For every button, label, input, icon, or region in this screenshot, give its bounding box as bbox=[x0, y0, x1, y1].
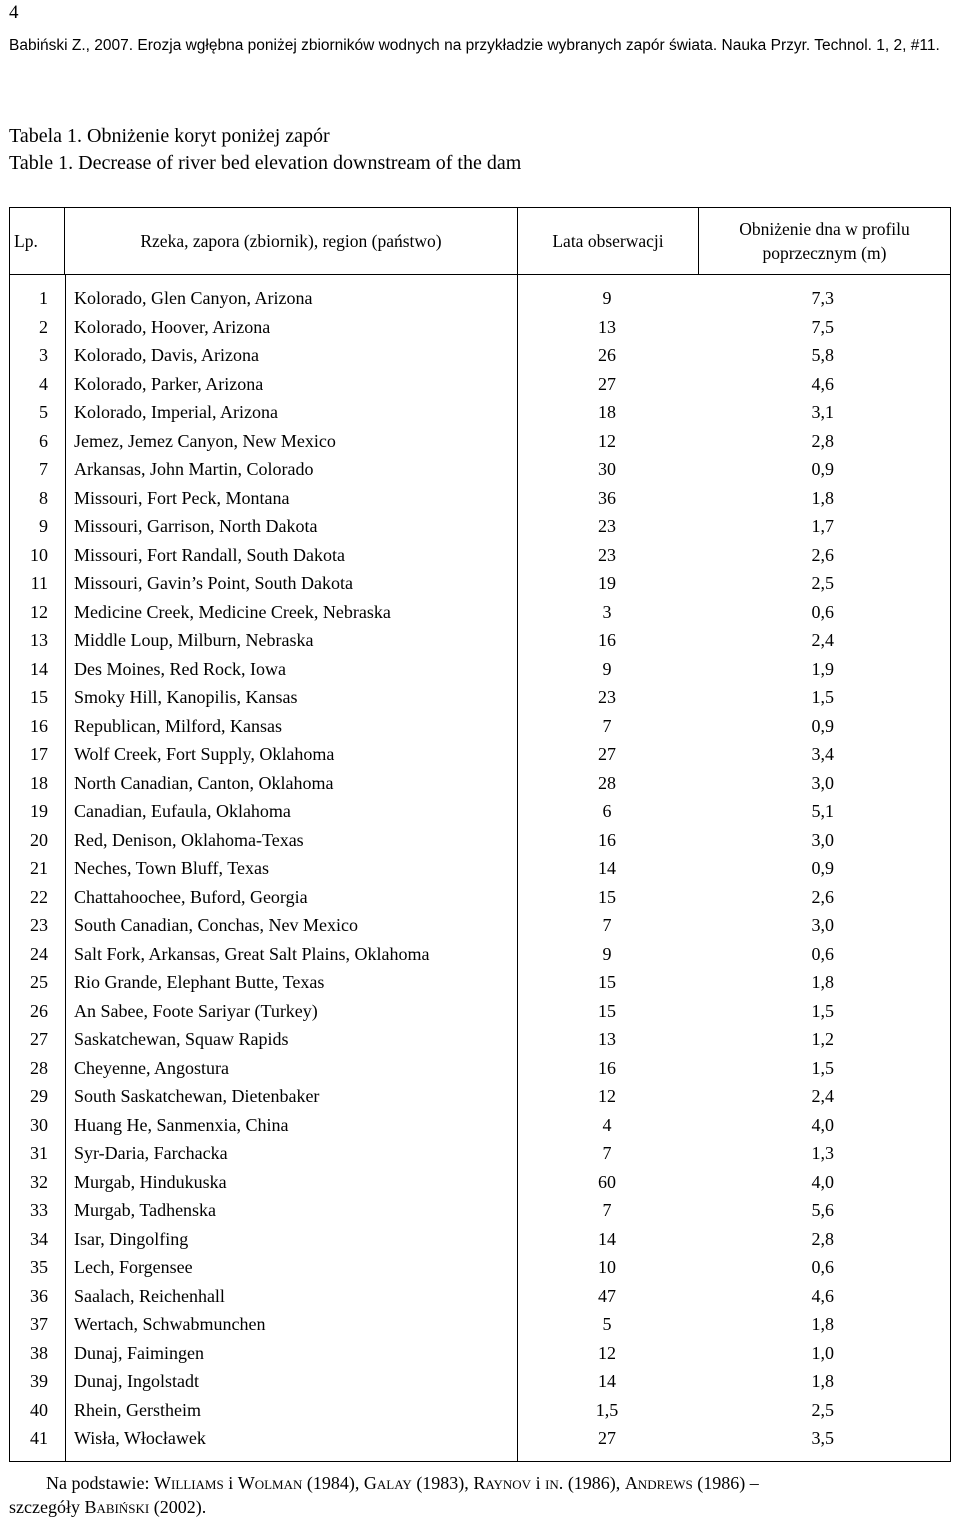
page-number: 4 bbox=[9, 2, 19, 23]
table-row bbox=[10, 740, 950, 769]
row-river: Neches, Town Bluff, Texas bbox=[74, 858, 269, 879]
table-row bbox=[10, 541, 950, 570]
row-river: Kolorado, Davis, Arizona bbox=[74, 345, 259, 366]
row-lp: 41 bbox=[30, 1428, 48, 1449]
header-river: Rzeka, zapora (zbiornik), region (państwo) bbox=[65, 208, 518, 274]
caption-polish: Tabela 1. Obniżenie koryt poniżej zapór bbox=[9, 125, 330, 147]
row-river: Wisła, Włocławek bbox=[74, 1428, 206, 1449]
row-river: South Canadian, Conchas, Nev Mexico bbox=[74, 915, 358, 936]
table-row bbox=[10, 569, 950, 598]
row-river: Jemez, Jemez Canyon, New Mexico bbox=[74, 430, 336, 451]
row-lp: 29 bbox=[30, 1086, 48, 1107]
header-lp: Lp. bbox=[10, 208, 65, 274]
row-years: 14 bbox=[598, 1371, 616, 1392]
row-decrease: 0,6 bbox=[811, 1257, 834, 1278]
table-row bbox=[10, 626, 950, 655]
citation: Babiński Z., 2007. Erozja wgłębna poniżej zbiorników wodnych na przykładzie wybranych zapór świata. Nauka Przyr. Technol. 1, 2, #11. bbox=[9, 37, 940, 54]
row-years: 16 bbox=[598, 829, 616, 850]
row-decrease: 2,8 bbox=[811, 1228, 834, 1249]
row-decrease: 4,6 bbox=[811, 1285, 834, 1306]
row-lp: 6 bbox=[39, 430, 48, 451]
row-river: Huang He, Sanmenxia, China bbox=[74, 1114, 289, 1135]
row-decrease: 0,9 bbox=[811, 715, 834, 736]
table-row bbox=[10, 854, 950, 883]
row-years: 5 bbox=[602, 1314, 612, 1335]
row-decrease: 0,9 bbox=[811, 858, 834, 879]
table-row bbox=[10, 427, 950, 456]
row-lp: 10 bbox=[30, 544, 48, 565]
table-row bbox=[10, 1111, 950, 1140]
row-years: 23 bbox=[598, 516, 616, 537]
row-river: Canadian, Eufaula, Oklahoma bbox=[74, 801, 291, 822]
table-row bbox=[10, 1054, 950, 1083]
row-lp: 1 bbox=[39, 288, 48, 309]
row-decrease: 1,0 bbox=[811, 1342, 834, 1363]
table-row bbox=[10, 484, 950, 513]
header-decrease-line2: poprzecznym (m) bbox=[762, 243, 887, 263]
row-decrease: 2,6 bbox=[811, 544, 834, 565]
row-years: 7 bbox=[602, 915, 612, 936]
table-body bbox=[10, 275, 950, 1461]
table-row bbox=[10, 1225, 950, 1254]
table-row bbox=[10, 940, 950, 969]
row-decrease: 3,5 bbox=[811, 1428, 834, 1449]
row-lp: 32 bbox=[30, 1171, 48, 1192]
row-lp: 5 bbox=[39, 402, 48, 423]
row-river: Missouri, Gavin’s Point, South Dakota bbox=[74, 573, 354, 594]
row-river: Dunaj, Faimingen bbox=[74, 1342, 204, 1363]
row-years: 12 bbox=[598, 430, 616, 451]
row-lp: 20 bbox=[30, 829, 48, 850]
row-decrease: 1,9 bbox=[811, 658, 834, 679]
row-years: 13 bbox=[598, 1029, 616, 1050]
row-river: Wolf Creek, Fort Supply, Oklahoma bbox=[74, 744, 335, 765]
row-years: 15 bbox=[598, 972, 616, 993]
row-lp: 36 bbox=[30, 1285, 48, 1306]
row-lp: 21 bbox=[30, 858, 48, 879]
row-river: Kolorado, Glen Canyon, Arizona bbox=[74, 288, 313, 309]
row-river: Murgab, Tadhenska bbox=[74, 1200, 217, 1221]
row-decrease: 1,8 bbox=[811, 487, 834, 508]
row-decrease: 7,3 bbox=[811, 288, 834, 309]
table-row bbox=[10, 1082, 950, 1111]
row-years: 12 bbox=[598, 1342, 616, 1363]
table-row bbox=[10, 655, 950, 684]
row-decrease: 2,6 bbox=[811, 886, 834, 907]
row-lp: 8 bbox=[39, 487, 48, 508]
row-decrease: 5,1 bbox=[811, 801, 834, 822]
row-river: Smoky Hill, Kanopilis, Kansas bbox=[74, 687, 298, 708]
header-decrease bbox=[699, 208, 950, 274]
row-lp: 16 bbox=[30, 715, 48, 736]
row-river: Chattahoochee, Buford, Georgia bbox=[74, 886, 308, 907]
row-lp: 33 bbox=[30, 1200, 48, 1221]
row-years: 19 bbox=[598, 573, 616, 594]
table-row bbox=[10, 1139, 950, 1168]
row-years: 14 bbox=[598, 858, 616, 879]
row-river: Isar, Dingolfing bbox=[74, 1228, 189, 1249]
row-decrease: 3,0 bbox=[811, 829, 834, 850]
row-years: 15 bbox=[598, 1000, 616, 1021]
row-decrease: 2,5 bbox=[811, 573, 834, 594]
row-decrease: 1,5 bbox=[811, 687, 834, 708]
row-river: Lech, Forgensee bbox=[74, 1257, 193, 1278]
row-river: North Canadian, Canton, Oklahoma bbox=[74, 772, 334, 793]
row-river: Saskatchewan, Squaw Rapids bbox=[74, 1029, 289, 1050]
row-decrease: 0,6 bbox=[811, 943, 834, 964]
dam-table bbox=[9, 207, 951, 1462]
row-lp: 2 bbox=[39, 316, 48, 337]
table-row bbox=[10, 968, 950, 997]
row-lp: 15 bbox=[30, 687, 48, 708]
table-row bbox=[10, 1168, 950, 1197]
row-lp: 37 bbox=[30, 1314, 48, 1335]
row-decrease: 0,6 bbox=[811, 601, 834, 622]
row-decrease: 4,0 bbox=[811, 1114, 834, 1135]
table-caption bbox=[9, 123, 521, 177]
row-decrease: 5,6 bbox=[811, 1200, 834, 1221]
row-years: 27 bbox=[598, 744, 616, 765]
row-lp: 19 bbox=[30, 801, 48, 822]
row-lp: 13 bbox=[30, 630, 48, 651]
row-river: Missouri, Fort Randall, South Dakota bbox=[74, 544, 345, 565]
row-river: Cheyenne, Angostura bbox=[74, 1057, 229, 1078]
row-decrease: 3,0 bbox=[811, 915, 834, 936]
table-row bbox=[10, 1396, 950, 1425]
row-decrease: 1,5 bbox=[811, 1000, 834, 1021]
row-river: Salt Fork, Arkansas, Great Salt Plains, Oklahoma bbox=[74, 943, 430, 964]
row-river: Kolorado, Parker, Arizona bbox=[74, 373, 264, 394]
row-river: Rhein, Gerstheim bbox=[74, 1399, 201, 1420]
row-years: 1,5 bbox=[595, 1399, 619, 1420]
footnote-line2: szczegóły Babiński (2002). bbox=[9, 1497, 207, 1517]
row-years: 47 bbox=[598, 1285, 616, 1306]
row-years: 15 bbox=[598, 886, 616, 907]
row-lp: 27 bbox=[30, 1029, 48, 1050]
table-row bbox=[10, 826, 950, 855]
table-row bbox=[10, 683, 950, 712]
row-river: Arkansas, John Martin, Colorado bbox=[74, 459, 314, 480]
table-row bbox=[10, 712, 950, 741]
row-lp: 28 bbox=[30, 1057, 48, 1078]
row-lp: 4 bbox=[39, 373, 48, 394]
row-decrease: 3,1 bbox=[811, 402, 834, 423]
row-years: 26 bbox=[598, 345, 616, 366]
row-decrease: 1,5 bbox=[811, 1057, 834, 1078]
row-decrease: 1,8 bbox=[811, 1371, 834, 1392]
table-row bbox=[10, 284, 950, 313]
row-lp: 7 bbox=[39, 459, 48, 480]
header-years: Lata obserwacji bbox=[518, 208, 699, 274]
row-decrease: 1,8 bbox=[811, 972, 834, 993]
table-row bbox=[10, 797, 950, 826]
header-decrease-line1: Obniżenie dna w profilu bbox=[739, 219, 910, 239]
row-decrease: 2,4 bbox=[811, 1086, 834, 1107]
footnote-line1: Na podstawie: Williams i Wolman (1984), Galay (1983), Raynov i in. (1986), Andrews (1986) – bbox=[46, 1473, 759, 1493]
row-river: Medicine Creek, Medicine Creek, Nebraska bbox=[74, 601, 391, 622]
row-lp: 40 bbox=[30, 1399, 48, 1420]
row-lp: 17 bbox=[30, 744, 48, 765]
row-years: 18 bbox=[598, 402, 616, 423]
table-row bbox=[10, 512, 950, 541]
row-river: Kolorado, Hoover, Arizona bbox=[74, 316, 271, 337]
row-river: Middle Loup, Milburn, Nebraska bbox=[74, 630, 314, 651]
row-decrease: 1,2 bbox=[811, 1029, 834, 1050]
row-years: 14 bbox=[598, 1228, 616, 1249]
caption-english: Table 1. Decrease of river bed elevation downstream of the dam bbox=[9, 152, 522, 174]
row-river: Dunaj, Ingolstadt bbox=[74, 1371, 199, 1392]
row-river: Republican, Milford, Kansas bbox=[74, 715, 282, 736]
row-years: 16 bbox=[598, 1057, 616, 1078]
row-decrease: 1,8 bbox=[811, 1314, 834, 1335]
table-row bbox=[10, 341, 950, 370]
row-river: Missouri, Fort Peck, Montana bbox=[74, 487, 290, 508]
table-row bbox=[10, 370, 950, 399]
row-years: 4 bbox=[602, 1114, 612, 1135]
row-lp: 38 bbox=[30, 1342, 48, 1363]
row-lp: 12 bbox=[30, 601, 48, 622]
row-years: 10 bbox=[598, 1257, 616, 1278]
row-lp: 30 bbox=[30, 1114, 48, 1135]
row-decrease: 5,8 bbox=[811, 345, 834, 366]
table-row bbox=[10, 997, 950, 1026]
table-row bbox=[10, 455, 950, 484]
row-lp: 22 bbox=[30, 886, 48, 907]
row-years: 9 bbox=[602, 658, 612, 679]
row-river: South Saskatchewan, Dietenbaker bbox=[74, 1086, 320, 1107]
row-years: 23 bbox=[598, 544, 616, 565]
table-row bbox=[10, 1424, 950, 1453]
row-lp: 11 bbox=[30, 573, 48, 594]
row-river: Des Moines, Red Rock, Iowa bbox=[74, 658, 286, 679]
row-river: An Sabee, Foote Sariyar (Turkey) bbox=[74, 1000, 318, 1021]
row-years: 60 bbox=[598, 1171, 616, 1192]
row-river: Saalach, Reichenhall bbox=[74, 1285, 225, 1306]
row-years: 9 bbox=[602, 288, 612, 309]
row-lp: 23 bbox=[30, 915, 48, 936]
row-river: Missouri, Garrison, North Dakota bbox=[74, 516, 318, 537]
row-lp: 25 bbox=[30, 972, 48, 993]
row-years: 12 bbox=[598, 1086, 616, 1107]
row-lp: 9 bbox=[39, 516, 48, 537]
table-row bbox=[10, 1253, 950, 1282]
table-row bbox=[10, 769, 950, 798]
table-row bbox=[10, 1282, 950, 1311]
row-lp: 24 bbox=[30, 943, 48, 964]
row-years: 30 bbox=[598, 459, 616, 480]
row-years: 9 bbox=[602, 943, 612, 964]
row-years: 36 bbox=[598, 487, 616, 508]
table-row bbox=[10, 398, 950, 427]
footnote bbox=[9, 1471, 951, 1519]
row-years: 7 bbox=[602, 1143, 612, 1164]
row-decrease: 3,0 bbox=[811, 772, 834, 793]
row-decrease: 4,0 bbox=[811, 1171, 834, 1192]
row-lp: 34 bbox=[30, 1228, 48, 1249]
table-row bbox=[10, 313, 950, 342]
row-years: 27 bbox=[598, 1428, 616, 1449]
row-river: Syr-Daria, Farchacka bbox=[74, 1143, 228, 1164]
row-years: 13 bbox=[598, 316, 616, 337]
table-row bbox=[10, 883, 950, 912]
table-row bbox=[10, 1196, 950, 1225]
table-header bbox=[10, 208, 950, 275]
row-years: 3 bbox=[602, 601, 612, 622]
table-row bbox=[10, 1025, 950, 1054]
row-decrease: 7,5 bbox=[811, 316, 834, 337]
row-river: Kolorado, Imperial, Arizona bbox=[74, 402, 278, 423]
row-years: 7 bbox=[602, 715, 612, 736]
row-river: Red, Denison, Oklahoma-Texas bbox=[74, 829, 304, 850]
row-decrease: 3,4 bbox=[811, 744, 834, 765]
row-river: Murgab, Hindukuska bbox=[74, 1171, 227, 1192]
row-lp: 14 bbox=[30, 658, 48, 679]
row-decrease: 4,6 bbox=[811, 373, 834, 394]
row-lp: 31 bbox=[30, 1143, 48, 1164]
table-row bbox=[10, 598, 950, 627]
row-decrease: 2,8 bbox=[811, 430, 834, 451]
table-row bbox=[10, 911, 950, 940]
row-lp: 39 bbox=[30, 1371, 48, 1392]
row-decrease: 2,4 bbox=[811, 630, 834, 651]
row-lp: 26 bbox=[30, 1000, 48, 1021]
row-decrease: 1,7 bbox=[811, 516, 834, 537]
row-decrease: 2,5 bbox=[811, 1399, 834, 1420]
row-lp: 18 bbox=[30, 772, 48, 793]
row-years: 6 bbox=[602, 801, 612, 822]
row-years: 28 bbox=[598, 772, 616, 793]
table-row bbox=[10, 1310, 950, 1339]
row-years: 7 bbox=[602, 1200, 612, 1221]
row-years: 23 bbox=[598, 687, 616, 708]
row-decrease: 1,3 bbox=[811, 1143, 834, 1164]
row-decrease: 0,9 bbox=[811, 459, 834, 480]
row-lp: 35 bbox=[30, 1257, 48, 1278]
table-row bbox=[10, 1367, 950, 1396]
table-row bbox=[10, 1339, 950, 1368]
row-years: 27 bbox=[598, 373, 616, 394]
row-river: Wertach, Schwabmunchen bbox=[74, 1314, 266, 1335]
row-river: Rio Grande, Elephant Butte, Texas bbox=[74, 972, 325, 993]
row-years: 16 bbox=[598, 630, 616, 651]
row-lp: 3 bbox=[39, 345, 48, 366]
